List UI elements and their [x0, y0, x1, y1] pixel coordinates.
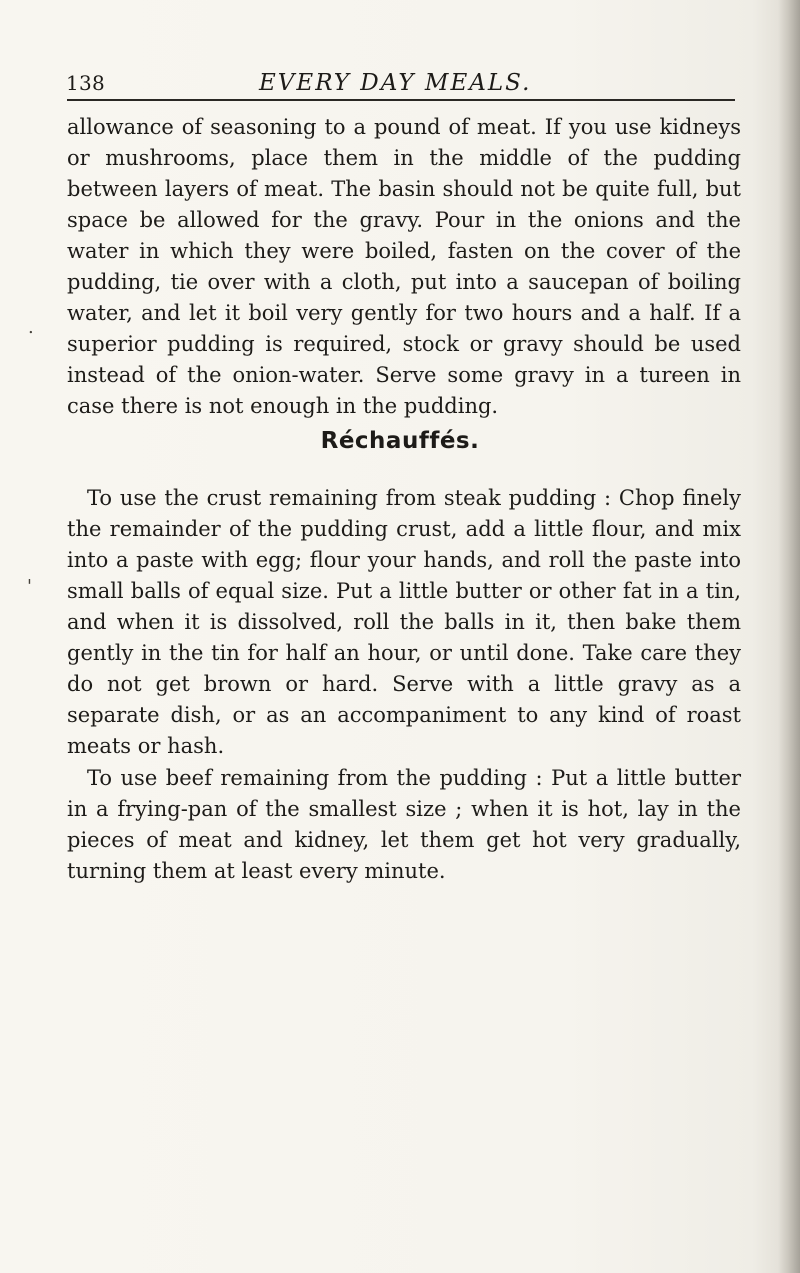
paragraph: allowance of seasoning to a pound of meat. If you use kidneys or mushrooms, place them in the middle of the pudding between layers of meat. The basin should not be quite full, but space be allowed for the gravy. Pour in the onions and the water in which they were boiled, fasten on the cover of the pudding, tie over with a cloth, put into a saucepan of boiling water, and let it boil very gently for two hours and a half. If a superior pudding is required, stock or gravy should be used instead of the onion-water. Serve some gravy in a tureen in case there is not enough in the pudding.	[67, 115, 741, 418]
page-number: 138	[66, 71, 106, 95]
running-title: EVERY DAY MEALS.	[259, 70, 532, 96]
paragraph: To use the crust remaining from steak pudding : Chop finely the remainder of the pudding crust, add a little flour, and mix into a paste with egg; flour your hands, and roll the paste into small balls of equal size. Put a little butter or other fat in a tin, and when it is dissolved, roll the balls in it, then bake them gently in the tin for half an hour, or until done. Take care they do not get brown or hard. Serve with a little gravy as a separate dish, or as an accompaniment to any kind of roast meats or hash.	[67, 486, 741, 758]
paragraph: To use beef remaining from the pudding : Put a little butter in a frying-pan of the smallest size ; when it is hot, lay in the pieces of meat and kidney, let them get hot very gradually, turning them at least every minute.	[67, 766, 741, 883]
section-heading: Réchauffés.	[320, 428, 480, 454]
margin-mark: .	[28, 317, 34, 338]
header-rule	[67, 99, 735, 101]
running-head	[66, 66, 734, 100]
page-edge-shadow	[778, 0, 800, 1273]
margin-mark: '	[27, 576, 32, 597]
